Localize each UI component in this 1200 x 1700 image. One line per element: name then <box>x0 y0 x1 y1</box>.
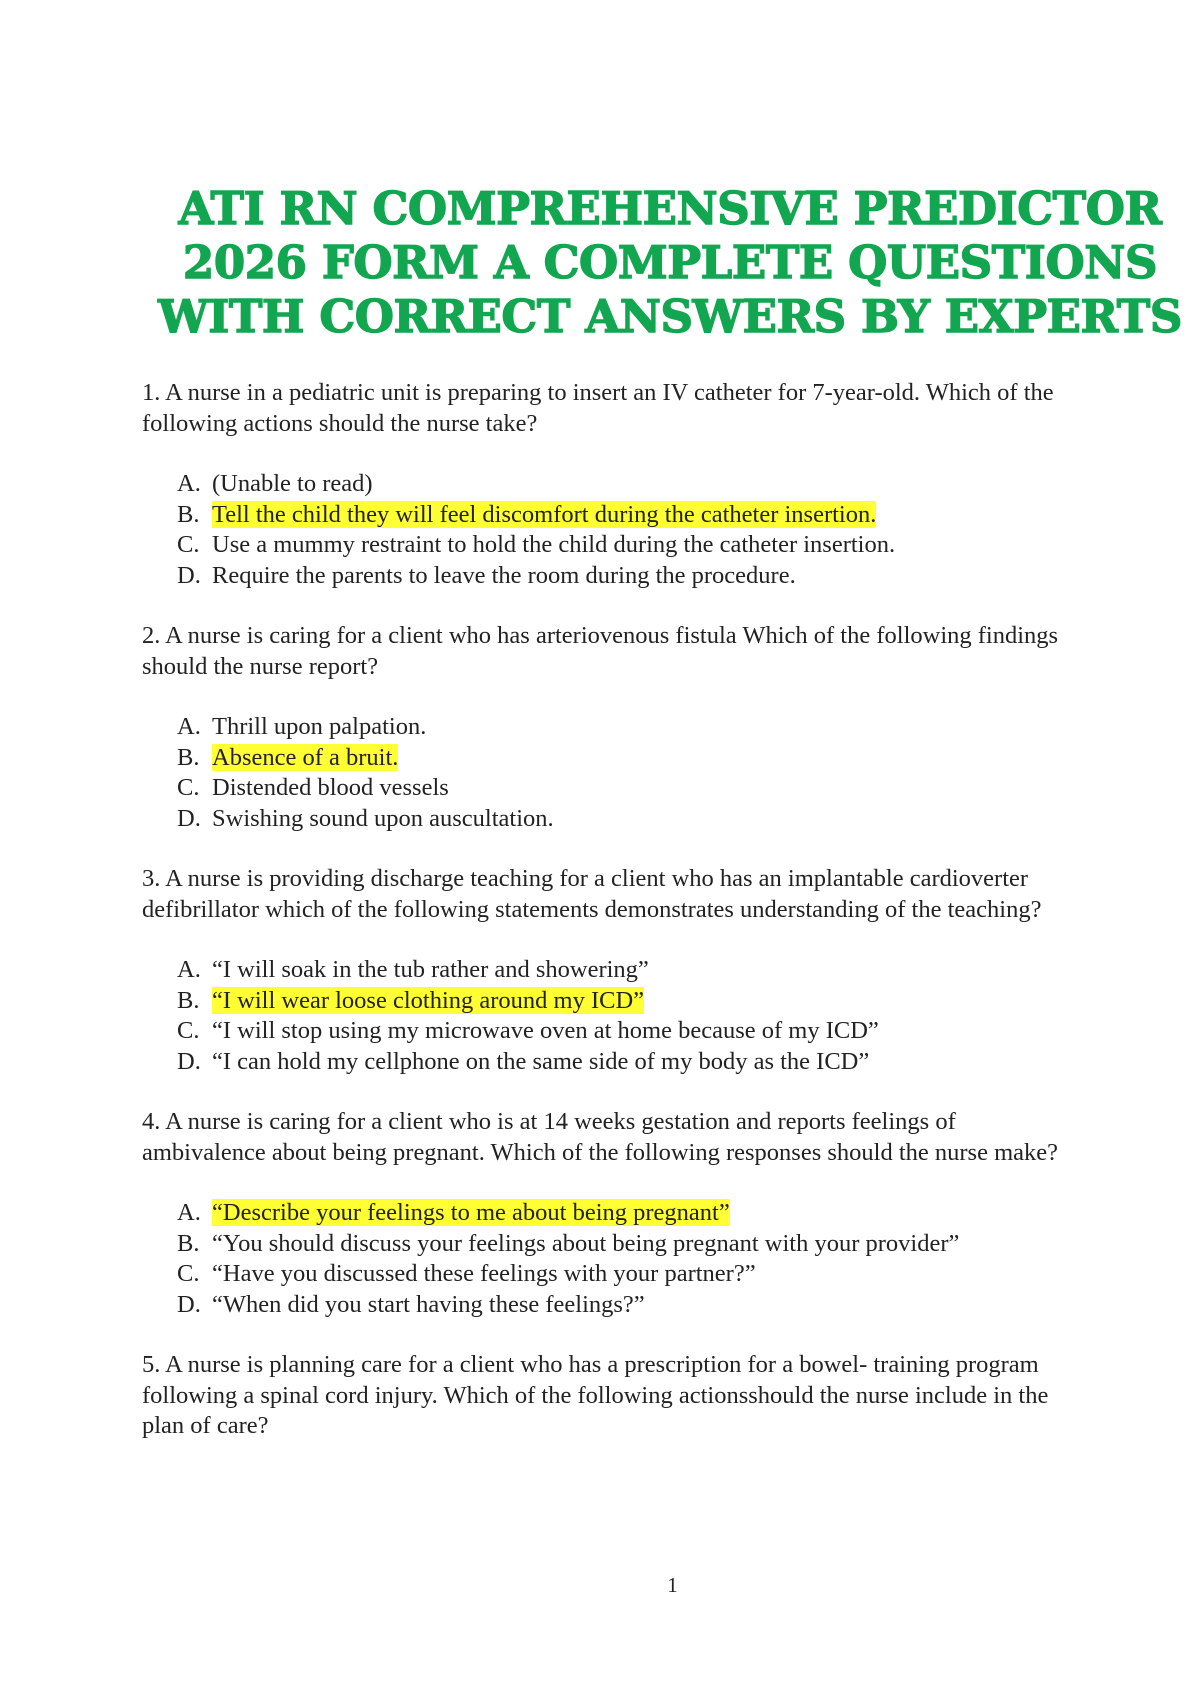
question-4-stem: 4. A nurse is caring for a client who is at 14 weeks gestation and reports feelings of ambivalence about being pregnant. Which of the following responses should the nurse make? <box>142 1108 1058 1166</box>
question-2-option-c <box>142 773 1072 804</box>
question-1-options <box>142 469 1072 591</box>
option-text <box>212 773 1072 804</box>
option-letter: B. <box>177 1229 200 1257</box>
option-text <box>212 1229 1072 1260</box>
question-1-option-c <box>142 530 1072 561</box>
question-2-option-a <box>142 712 1072 743</box>
option-text <box>212 955 1072 986</box>
question-2 <box>142 621 1072 834</box>
question-2-stem: 2. A nurse is caring for a client who has arteriovenous fistula Which of the following findings should the nurse report? <box>142 622 1059 680</box>
option-letter: B. <box>177 743 200 771</box>
correct-answer-highlight: Absence of a bruit. <box>212 743 399 771</box>
correct-answer-highlight: Tell the child they will feel discomfort during the catheter insertion. <box>212 500 877 528</box>
question-2-option-b <box>142 743 1072 774</box>
option-text <box>212 712 1072 743</box>
option-text-content: Require the parents to leave the room during the procedure. <box>212 561 796 589</box>
page-number: 1 <box>667 1573 678 1597</box>
option-text <box>212 530 1072 561</box>
question-3 <box>142 864 1072 1077</box>
question-4-option-c <box>142 1259 1072 1290</box>
option-text-content: “You should discuss your feelings about being pregnant with your provider” <box>212 1229 960 1257</box>
question-1-option-d <box>142 561 1072 592</box>
option-letter: C. <box>177 1260 200 1287</box>
option-text-content: “I will stop using my microwave oven at home because of my ICD” <box>212 1017 879 1044</box>
document-title-line-3: WITH CORRECT ANSWERS BY EXPERTS <box>158 290 1182 343</box>
option-letter: D. <box>177 1290 201 1318</box>
question-4 <box>142 1107 1072 1320</box>
question-2-options <box>142 712 1072 834</box>
question-4-option-d <box>142 1290 1072 1321</box>
option-letter: D. <box>177 561 201 589</box>
option-text-content: Swishing sound upon auscultation. <box>212 804 554 832</box>
option-letter: A. <box>177 713 201 740</box>
question-1-option-b <box>142 500 1072 531</box>
option-letter: C. <box>177 531 200 558</box>
option-text-content: “When did you start having these feelings?” <box>212 1290 645 1318</box>
option-text <box>212 743 1072 774</box>
option-text-content: (Unable to read) <box>212 470 373 497</box>
option-text <box>212 1198 1072 1229</box>
option-letter: C. <box>177 774 200 801</box>
question-3-option-d <box>142 1047 1072 1078</box>
question-list <box>142 378 1072 1472</box>
question-3-option-c <box>142 1016 1072 1047</box>
option-text-content: “Have you discussed these feelings with your partner?” <box>212 1260 756 1287</box>
option-letter: C. <box>177 1017 200 1044</box>
question-3-option-a <box>142 955 1072 986</box>
question-3-option-b <box>142 986 1072 1017</box>
option-text <box>212 1290 1072 1321</box>
correct-answer-highlight: “Describe your feelings to me about being pregnant” <box>212 1199 730 1226</box>
question-4-option-a <box>142 1198 1072 1229</box>
option-text <box>212 500 1072 531</box>
option-text <box>212 1259 1072 1290</box>
question-4-option-b <box>142 1229 1072 1260</box>
option-text <box>212 1047 1072 1078</box>
option-letter: B. <box>177 500 200 528</box>
option-letter: A. <box>177 956 201 983</box>
option-text <box>212 1016 1072 1047</box>
option-text-content: “I can hold my cellphone on the same side of my body as the ICD” <box>212 1047 870 1075</box>
option-letter: A. <box>177 470 201 497</box>
option-letter: B. <box>177 986 200 1014</box>
option-text-content: Thrill upon palpation. <box>212 713 427 740</box>
document-title-line-1: ATI RN COMPREHENSIVE PREDICTOR <box>178 182 1162 235</box>
question-4-options <box>142 1198 1072 1320</box>
option-letter: A. <box>177 1199 201 1226</box>
document-title <box>150 182 1190 344</box>
option-text-content: Use a mummy restraint to hold the child during the catheter insertion. <box>212 531 896 558</box>
option-letter: D. <box>177 804 201 832</box>
question-1 <box>142 378 1072 591</box>
option-text-content: “I will soak in the tub rather and showering” <box>212 956 649 983</box>
question-1-option-a <box>142 469 1072 500</box>
correct-answer-highlight: “I will wear loose clothing around my ICD” <box>212 986 645 1014</box>
option-letter: D. <box>177 1047 201 1075</box>
option-text <box>212 561 1072 592</box>
question-5 <box>142 1350 1072 1442</box>
question-1-stem: 1. A nurse in a pediatric unit is preparing to insert an IV catheter for 7-year-old. Which of the following actions should the nurse take? <box>142 379 1054 437</box>
question-3-options <box>142 955 1072 1077</box>
option-text <box>212 469 1072 500</box>
document-title-line-2: 2026 FORM A COMPLETE QUESTIONS <box>182 236 1158 289</box>
option-text-content: Distended blood vessels <box>212 774 449 801</box>
question-3-stem: 3. A nurse is providing discharge teaching for a client who has an implantable cardioverter defibrillator which of the following statements demonstrates understanding of the teaching? <box>142 865 1042 923</box>
question-2-option-d <box>142 804 1072 835</box>
option-text <box>212 986 1072 1017</box>
question-5-stem: 5. A nurse is planning care for a client who has a prescription for a bowel- training program following a spinal cord injury. Which of the following actionsshould the nurse include in the plan of care? <box>142 1351 1049 1439</box>
option-text <box>212 804 1072 835</box>
